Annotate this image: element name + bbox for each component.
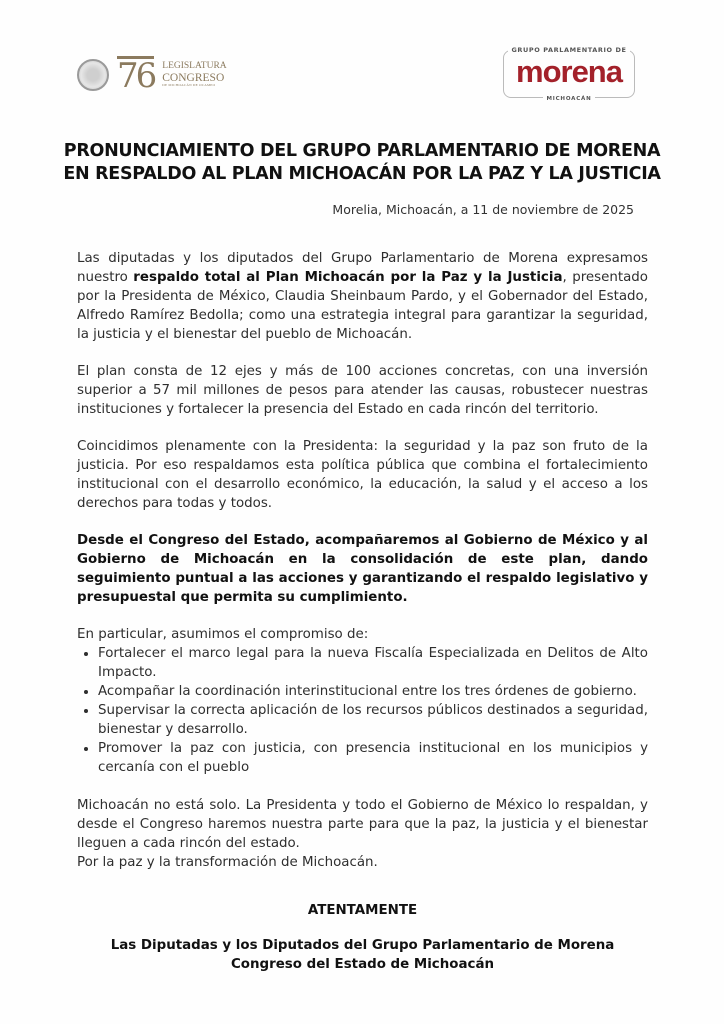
- p1-bold-text: respaldo total al Plan Michoacán por la Paz y la Justicia: [133, 270, 563, 285]
- list-item: • Supervisar la correcta aplicación de los recursos públicos destinados a seguridad, bienestar y desarrollo.: [98, 701, 648, 739]
- title-line-2: EN RESPALDO AL PLAN MICHOACÁN POR LA PAZ Y LA JUSTICIA: [63, 164, 661, 184]
- paragraph-5: Michoacán no está solo. La Presidenta y todo el Gobierno de México lo respaldan, y desde el Congreso haremos nuestra parte para que la paz, la justicia y el bienestar lleguen a cada rincón del estado.: [77, 798, 648, 851]
- commitment-intro: En particular, asumimos el compromiso de:: [77, 627, 369, 642]
- document-title: [60, 140, 664, 186]
- paragraph-1: [77, 249, 648, 344]
- state-label: DE MICHOACÁN DE OCAMPO: [162, 82, 216, 87]
- title-line-1: PRONUNCIAMIENTO DEL GRUPO PARLAMENTARIO DE MORENA: [63, 141, 661, 161]
- paragraph-6: Por la paz y la transformación de Michoacán.: [77, 855, 378, 870]
- paragraph-4-bold: [77, 531, 648, 607]
- document-body: [77, 249, 648, 974]
- commitment-list: [77, 644, 648, 777]
- paragraph-2: El plan consta de 12 ejes y más de 100 acciones concretas, con una inversión superior a 57 mil millones de pesos para atender las causas, robustecer nuestras instituciones y fortalecer la presencia del Estado en cada rincón del territorio.: [77, 364, 648, 417]
- document-date: Morelia, Michoacán, a 11 de noviembre de 2025: [332, 202, 634, 217]
- morena-logo-top: GRUPO PARLAMENTARIO DE: [508, 46, 629, 54]
- salutation: ATENTAMENTE: [307, 903, 418, 918]
- list-item: • Fortalecer el marco legal para la nueva Fiscalía Especializada en Delitos de Alto Impacto.: [98, 644, 648, 682]
- legislatura-number: 76: [117, 56, 155, 96]
- morena-logo-bottom: MICHOACÁN: [543, 96, 594, 102]
- paragraph-3: Coincidimos plenamente con la Presidenta: la seguridad y la paz son fruto de la justicia. Por eso respaldamos esta política pública que combina el fortalecimiento institucional con el desarrollo económico, la educación, la salud y el acceso a los derechos para todas y todos.: [77, 439, 648, 511]
- congreso-label: CONGRESO: [162, 71, 225, 84]
- p1-text-b: , presentado por la Presidenta de México, Claudia Sheinbaum Pardo, y el Gobernador del Estado, Alfredo Ramírez Bedolla; como una estrategia integral para garantizar la seguridad, la justicia y el bienestar del pueblo de Michoacán.: [77, 270, 648, 342]
- p4-bold-text: Desde el Congreso del Estado, acompañaremos al Gobierno de México y al Gobierno de Michoacán en la consolidación de este plan, dando seguimiento puntual a las acciones y garantizando el respaldo legislativo y presupuestal que permita su cumplimiento.: [77, 533, 648, 605]
- morena-logo-name: morena: [516, 54, 622, 89]
- p1-text-a: Las diputadas y los diputados del Grupo Parlamentario de Morena expresamos nuestro: [77, 251, 648, 285]
- list-item: • Promover la paz con justicia, con presencia institucional en los municipios y cercanía con el pueblo: [98, 739, 648, 777]
- signature: Las Diputadas y los Diputados del Grupo Parlamentario de Morena Congreso del Estado de Michoacán: [110, 938, 615, 972]
- list-item: • Acompañar la coordinación interinstitucional entre los tres órdenes de gobierno.: [98, 682, 648, 701]
- morena-logo: [503, 46, 635, 102]
- congreso-logo: [77, 56, 227, 96]
- national-seal-icon: [77, 59, 109, 91]
- legislatura-label: LEGISLATURA: [162, 60, 227, 71]
